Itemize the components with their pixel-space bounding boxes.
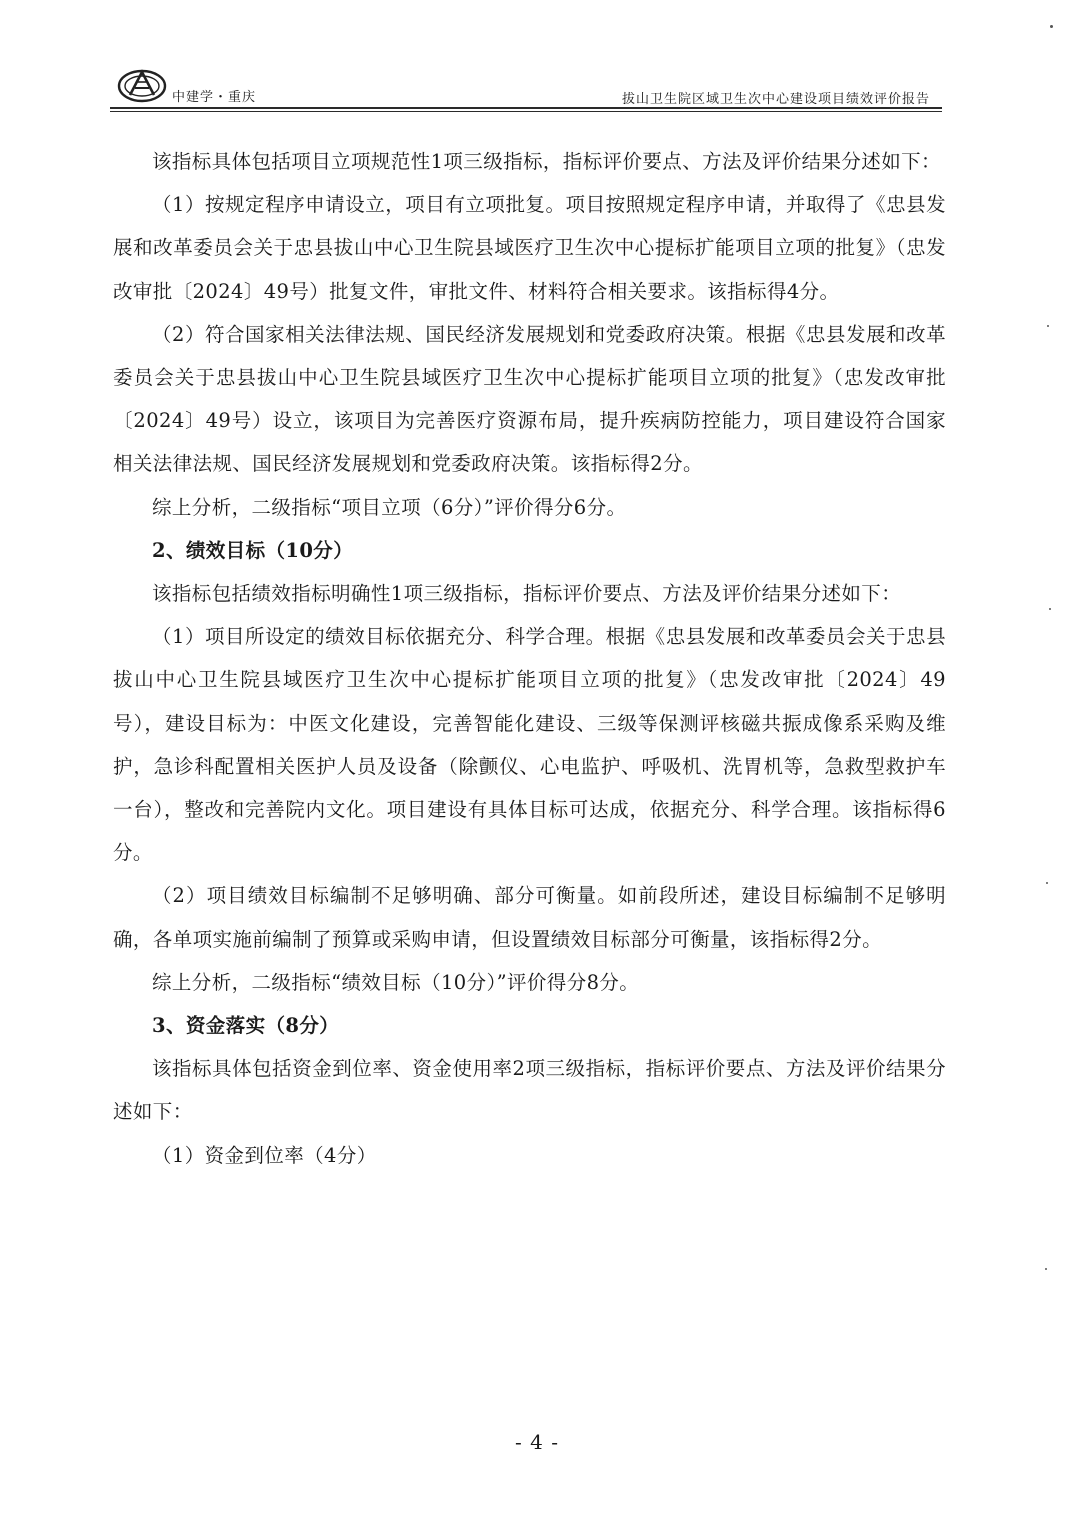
paragraph: 该指标具体包括资金到位率、资金使用率2项三级指标，指标评价要点、方法及评价结果分述如下： (113, 1057, 946, 1124)
section-heading: 3、资金落实（8分） (152, 1014, 340, 1038)
company-logo-icon (116, 66, 168, 104)
page-number: - 4 - (515, 1430, 559, 1454)
report-title: 拔山卫生院区域卫生次中心建设项目绩效评价报告 (621, 92, 930, 107)
paragraph: （2）项目绩效目标编制不足够明确、部分可衡量。如前段所述，建设目标编制不足够明确，各单项实施前编制了预算或采购申请，但设置绩效目标部分可衡量，该指标得2分。 (113, 884, 946, 951)
paragraph: （2）符合国家相关法律法规、国民经济发展规划和党委政府决策。根据《忠县发展和改革委员会关于忠县拔山中心卫生院县域医疗卫生次中心提标扩能项目立项的批复》（忠发改审批〔2024〕49号）设立，该项目为完善医疗资源布局，提升疾病防控能力，项目建设符合国家相关法律法规、国民经济发展规划和党委政府决策。该指标得2分。 (113, 322, 946, 476)
header-rule-thin (110, 111, 942, 112)
paragraph: 综上分析，二级指标“绩效目标（10分）”评价得分8分。 (152, 970, 640, 994)
scan-speck (1049, 608, 1051, 610)
paragraph: （1）项目所设定的绩效目标依据充分、科学合理。根据《忠县发展和改革委员会关于忠县拔山中心卫生院县域医疗卫生次中心提标扩能项目立项的批复》（忠发改审批〔2024〕49号），建设目标为：中医文化建设，完善智能化建设、三级等保测评核磁共振成像系采购及维护，急诊科配置相关医护人员及设备（除颤仪、心电监护、呼吸机、洗胃机等，急救型救护车一台），整改和完善院内文化。项目建设有具体目标可达成，依据充分、科学合理。该指标得6分。 (113, 625, 946, 865)
section-heading: 2、绩效目标（10分） (152, 538, 354, 562)
paragraph: （1）资金到位率（4分） (152, 1143, 377, 1167)
scan-speck (1047, 325, 1049, 327)
paragraph: （1）按规定程序申请设立，项目有立项批复。项目按照规定程序申请，并取得了《忠县发展和改革委员会关于忠县拔山中心卫生院县域医疗卫生次中心提标扩能项目立项的批复》（忠发改审批〔2024〕49号）批复文件，审批文件、材料符合相关要求。该指标得4分。 (113, 193, 946, 303)
paragraph: 该指标包括绩效指标明确性1项三级指标，指标评价要点、方法及评价结果分述如下： (152, 582, 902, 606)
organization-name: 中建学・重庆 (172, 90, 257, 105)
paragraph: 综上分析，二级指标“项目立项（6分）”评价得分6分。 (152, 495, 627, 519)
scan-speck (1046, 882, 1048, 884)
scan-speck (1045, 1268, 1047, 1270)
page-header (110, 66, 942, 110)
document-body (113, 140, 946, 1177)
scan-speck (1050, 25, 1053, 28)
header-rule (110, 107, 942, 109)
paragraph: 该指标具体包括项目立项规范性1项三级指标，指标评价要点、方法及评价结果分述如下： (152, 150, 941, 173)
